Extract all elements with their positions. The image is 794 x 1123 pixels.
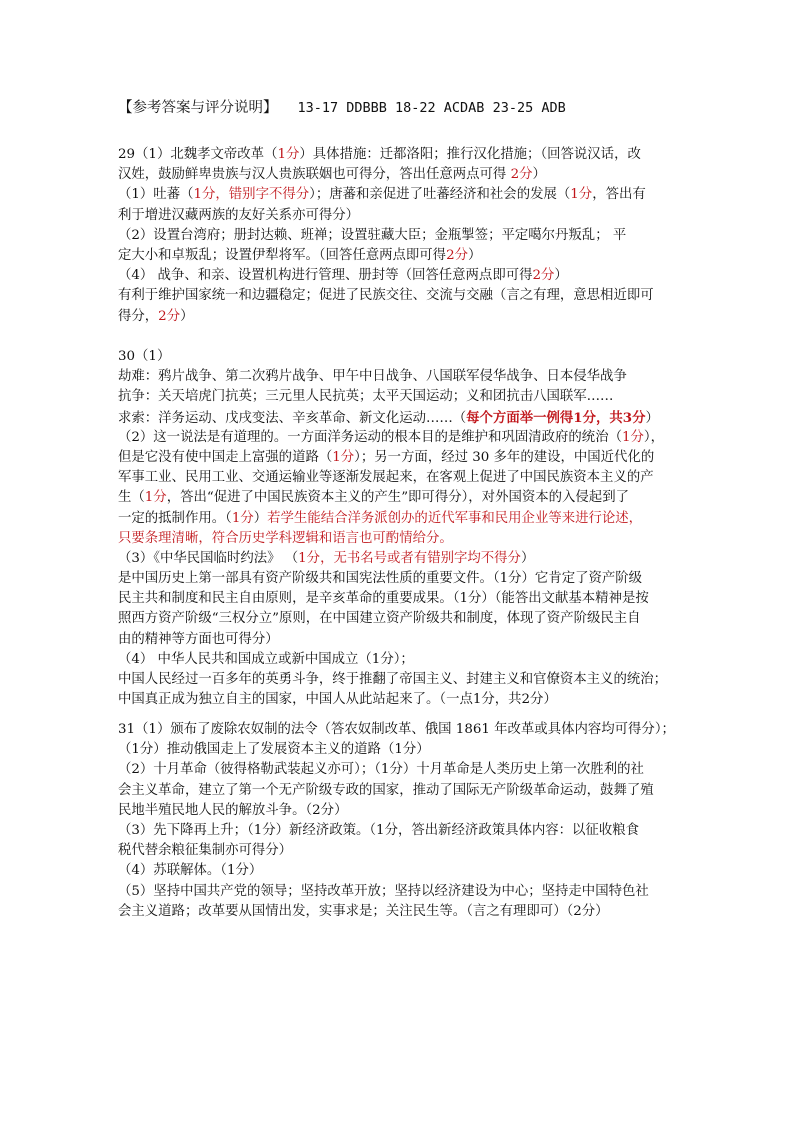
score-note: 每个方面举一例得1分，共3分 — [466, 409, 646, 426]
answer-text: ） — [554, 268, 568, 284]
answer-line — [118, 902, 678, 922]
answer-line — [118, 760, 678, 780]
answer-text: 定大小和卓叛乱；设置伊犁将军。（回答任意两点即可得 — [118, 247, 447, 263]
answer-line — [118, 488, 678, 508]
answer-line — [118, 630, 678, 650]
answer-text: 抗争：关天培虎门抗英；三元里人民抗英；太平天国运动；义和团抗击八国联军…… — [118, 389, 614, 405]
answer-text: （2）十月革命（彼得格勒武装起义亦可）；（1分）十月革命是人类历史上第一次胜利的社 — [118, 762, 644, 778]
answer-text: 军事工业、民用工业、交通运输业等逐渐发展起来，在客观上促进了中国民族资本主义的产 — [118, 470, 654, 486]
answer-text: 由的精神等方面也可得分） — [118, 631, 279, 647]
answer-line — [118, 781, 678, 801]
answer-line — [118, 347, 678, 367]
answer-line — [118, 206, 678, 226]
answer-line — [118, 841, 678, 861]
answer-line — [118, 589, 678, 609]
answer-line — [118, 387, 678, 407]
answer-text: （4） 中华人民共和国成立或新中国成立（1分）； — [118, 651, 414, 667]
answer-line — [118, 609, 678, 629]
score-note: 2分 — [510, 167, 533, 183]
answer-text: （1）吐蕃（ — [118, 187, 194, 203]
answer-line — [118, 246, 678, 266]
answer-line — [118, 307, 678, 327]
answer-text: 劫难：鸦片战争、第二次鸦片战争、甲午中日战争、八国联军侵华战争、日本侵华战争 — [118, 369, 627, 385]
answer-text: 是中国历史上第一部具有资产阶级共和国宪法性质的重要文件。（1分）它肯定了资产阶级 — [118, 571, 643, 587]
multiple-choice-answers: 13-17 DDBBB 18-22 ACDAB 23-25 ADB — [297, 100, 566, 116]
answer-text: ，答出“促进了中国民族资本主义的产生”即可得分），对外国资本的入侵起到了 — [166, 490, 629, 506]
answer-text: （4） 战争、和亲、设置机构进行管理、册封等（回答任意两点即可得 — [118, 268, 533, 284]
score-note: 1分 — [231, 510, 254, 526]
answer-text: （4）苏联解体。（1分） — [118, 863, 263, 879]
answer-text: （5）坚持中国共产党的领导；坚持改革开放；坚持以经济建设为中心；坚持走中国特色社 — [118, 883, 649, 899]
score-note: 1分，无书名号或者有错别字均不得分 — [298, 550, 521, 566]
answer-text: 中国真正成为独立自主的国家，中国人从此站起来了。（一点1分，共2分） — [118, 692, 557, 708]
answer-line — [118, 690, 678, 710]
score-note: 1分 — [332, 449, 355, 465]
answer-line — [118, 549, 678, 569]
answer-line — [118, 286, 678, 306]
answer-text: 30（1） — [118, 349, 171, 364]
answer-text: ） — [645, 410, 659, 426]
answer-key-header — [118, 96, 566, 117]
answer-text: ，答出有 — [592, 187, 646, 203]
answer-line — [118, 185, 678, 205]
answer-text: 会主义革命，建立了第一个无产阶级专政的国家，推动了国际无产阶级革命运动，鼓舞了殖 — [118, 782, 654, 798]
answer-line — [118, 529, 678, 549]
answer-line — [118, 670, 678, 690]
answer-line — [118, 569, 678, 589]
answer-text: ）；唐蕃和亲促进了吐蕃经济和社会的发展（ — [309, 187, 571, 203]
question-29-answer — [118, 145, 678, 327]
score-note: 若学生能结合洋务派创办的近代军事和民用企业等来进行论述， — [267, 510, 643, 526]
answer-line — [118, 428, 678, 448]
answer-text: ） — [253, 510, 268, 526]
score-note: 1分 — [570, 187, 593, 203]
answer-text: 中国人民经过一百多年的英勇斗争，终于推翻了帝国主义、封建主义和官僚资本主义的统治； — [118, 672, 668, 687]
answer-text: 利于增进汉藏两族的友好关系亦可得分） — [118, 207, 360, 223]
score-note: 1分 — [144, 490, 167, 506]
answer-text: 29（1）北魏孝文帝改革（ — [118, 147, 278, 162]
answer-line — [118, 861, 678, 881]
answer-line — [118, 165, 678, 185]
answer-text: 汉姓，鼓励鲜卑贵族与汉人贵族联姻也可得分，答出任意两点可得 — [118, 167, 511, 183]
answer-line — [118, 720, 678, 740]
answer-line — [118, 821, 678, 841]
answer-text: （3）先下降再上升；（1分）新经济政策。（1分，答出新经济政策具体内容：以征收粮食 — [118, 822, 639, 838]
answer-line — [118, 408, 678, 428]
score-note: 1分 — [277, 147, 300, 162]
header-title: 【参考答案与评分说明】 — [118, 100, 278, 116]
question-30-answer — [118, 347, 678, 710]
answer-line — [118, 801, 678, 821]
answer-text: ） — [532, 167, 546, 183]
answer-text: （3）《中华民国临时约法》 （ — [118, 550, 299, 566]
score-note: 1分，错别字不得分 — [193, 187, 310, 203]
answer-text: 一定的抵制作用。（ — [118, 510, 232, 526]
score-note: 只要条理清晰，符合历史学科逻辑和语言也可酌情给分。 — [118, 530, 453, 546]
answer-line — [118, 509, 678, 529]
answer-text: 求索：洋务运动、戊戌变法、辛亥革命、新文化运动……（ — [118, 410, 467, 426]
answer-line — [118, 226, 678, 246]
answer-line — [118, 448, 678, 468]
answer-text: ） — [180, 308, 194, 324]
answer-text: 生（ — [118, 490, 145, 506]
answer-line — [118, 740, 678, 760]
answer-line — [118, 468, 678, 488]
answer-text: 但是它没有使中国走上富强的道路（ — [118, 449, 333, 465]
answer-text: 31（1）颁布了废除农奴制的法令（答农奴制改革、俄国 1861 年改革或具体内容均可得分）； — [118, 722, 675, 737]
answer-text: ）具体措施：迁都洛阳；推行汉化措施；（回答说汉话，改 — [299, 147, 641, 162]
answer-text: ）， — [643, 429, 664, 445]
answer-text: ） — [520, 550, 535, 566]
answer-text: （1分）推动俄国走上了发展资本主义的道路（1分） — [118, 742, 430, 758]
answer-text: 税代替余粮征集制亦可得分） — [118, 843, 293, 859]
answer-line — [118, 145, 678, 165]
answer-text: ） — [468, 247, 482, 263]
answer-line — [118, 266, 678, 286]
question-31-answer — [118, 720, 678, 922]
answer-line — [118, 882, 678, 902]
answer-line — [118, 650, 678, 670]
answer-line — [118, 367, 678, 387]
score-note: 2分 — [158, 308, 181, 324]
answer-text: 照西方资产阶级“三权分立”原则，在中国建立资产阶级共和制度，体现了资产阶级民主自 — [118, 611, 641, 627]
score-note: 2分 — [532, 268, 555, 284]
score-note: 1分 — [621, 429, 644, 445]
score-note: 2分 — [446, 247, 468, 263]
answer-text: 得分， — [118, 308, 159, 324]
answer-text: ）；另一方面，经过 30 多年的建设，中国近代化的 — [354, 449, 655, 465]
answer-text: 有利于维护国家统一和边疆稳定；促进了民族交往、交流与交融（言之有理，意思相近即可 — [118, 288, 654, 304]
answer-text: 民地半殖民地人民的解放斗争。（2分） — [118, 802, 348, 818]
answer-text: （2）这一说法是有道理的。一方面洋务运动的根本目的是维护和巩固清政府的统治（ — [118, 429, 622, 445]
answer-text: 会主义道路；改革要从国情出发，实事求是；关注民生等。（言之有理即可）（2分） — [118, 903, 609, 919]
answer-text: （2）设置台湾府；册封达赖、班禅；设置驻藏大臣；金瓶掣签；平定噶尔丹叛乱； 平 — [118, 227, 627, 243]
answer-text: 民主共和制度和民主自由原则，是辛亥革命的重要成果。（1分）（能答出文献基本精神是按 — [118, 591, 649, 607]
